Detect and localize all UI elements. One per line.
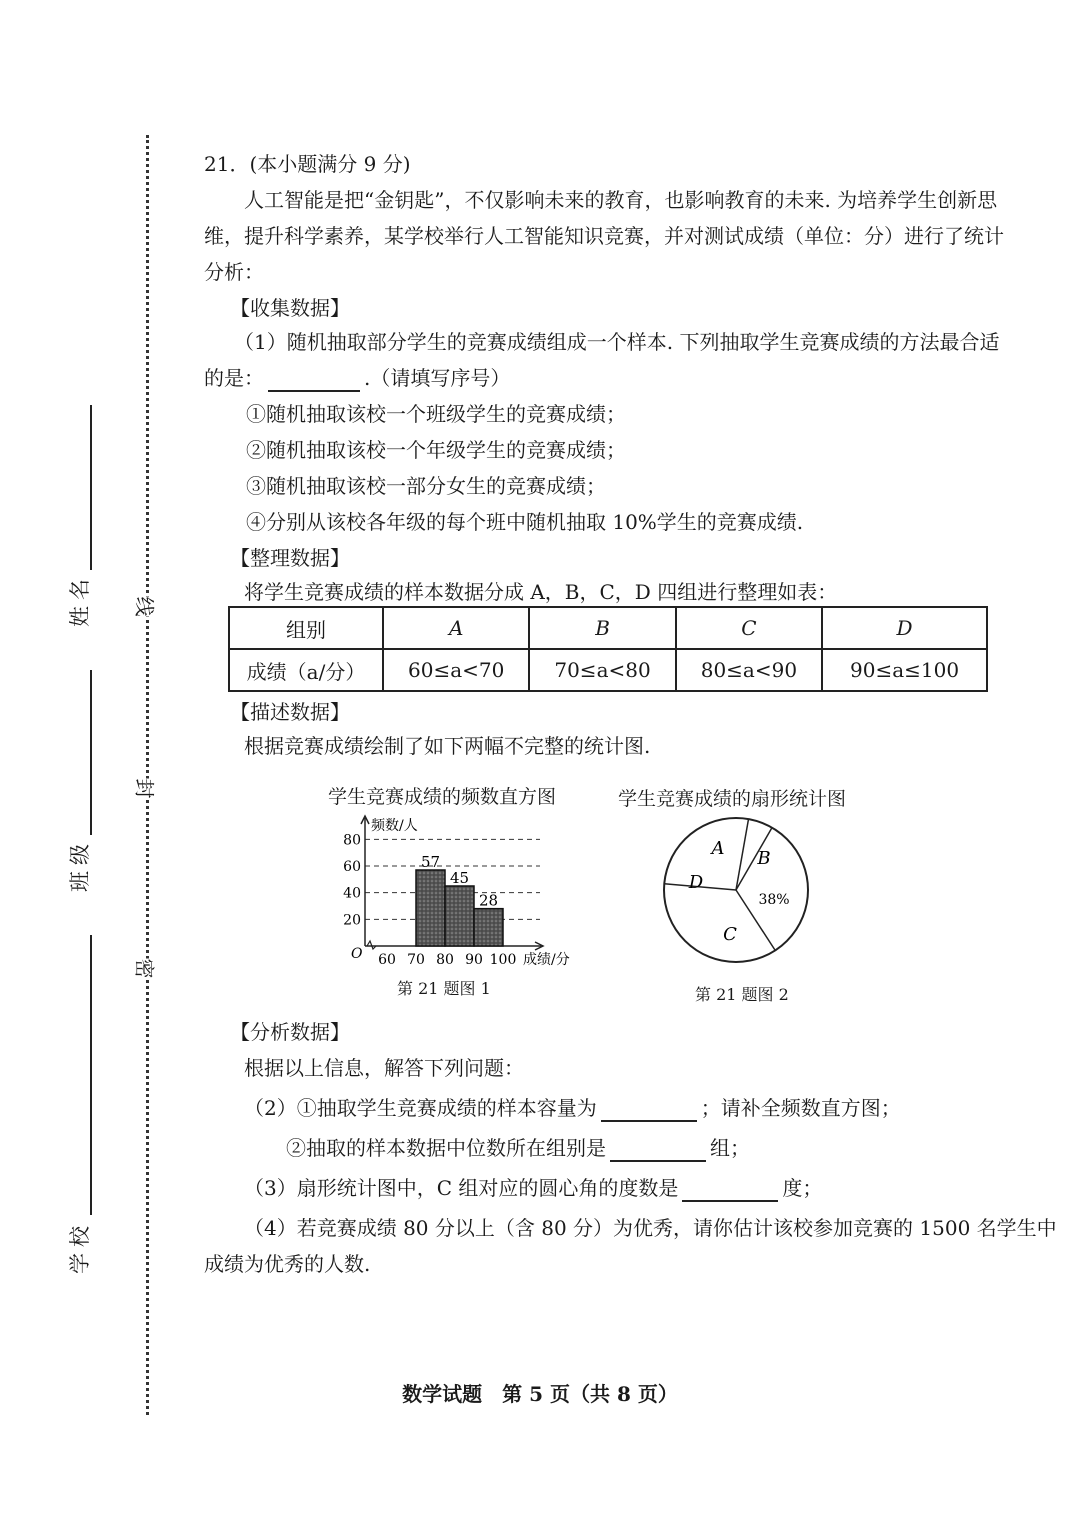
x-tick-label: 90 bbox=[465, 952, 483, 968]
intro-line-2: 维，提升科学素养，某学校举行人工智能知识竞赛，并对测试成绩（单位：分）进行了统计 bbox=[204, 224, 1004, 248]
describe-text: 根据竞赛成绩绘制了如下两幅不完整的统计图. bbox=[244, 734, 651, 758]
axis-break bbox=[367, 941, 376, 949]
name-label: 姓名 bbox=[68, 573, 92, 627]
q2-2-prefix: ②抽取的样本数据中位数所在组别是 bbox=[286, 1136, 606, 1160]
bar-data-label: 28 bbox=[478, 891, 499, 910]
x-tick-label: 100 bbox=[489, 952, 517, 968]
table-cell-group: A bbox=[383, 607, 529, 649]
table-header-score: 成绩（a/分） bbox=[229, 649, 383, 691]
table-row bbox=[229, 607, 987, 649]
q4-line-2: 成绩为优秀的人数. bbox=[204, 1252, 371, 1276]
collect-heading: 【收集数据】 bbox=[230, 296, 350, 320]
bar-data-label: 45 bbox=[449, 869, 470, 887]
pie-slice-label: C bbox=[723, 924, 737, 945]
table-cell-group: B bbox=[529, 607, 675, 649]
table-cell-group: C bbox=[676, 607, 822, 649]
q1-line-1: （1）随机抽取部分学生的竞赛成绩组成一个样本. 下列抽取学生竞赛成绩的方法最合适 bbox=[234, 330, 1000, 354]
table-cell-group: D bbox=[822, 607, 987, 649]
question-number: 21．(本小题满分 9 分) bbox=[204, 152, 411, 176]
cut-label-secret: 密 bbox=[128, 959, 165, 979]
y-tick-label: 80 bbox=[343, 832, 361, 849]
cut-label-line: 线 bbox=[128, 597, 165, 617]
table-cell-range: 70≤a<80 bbox=[529, 649, 675, 691]
q2-2-suffix: 组； bbox=[710, 1136, 750, 1160]
pie-percent-label: 38% bbox=[758, 892, 790, 908]
q3-suffix: 度； bbox=[782, 1176, 823, 1200]
q1-answer-blank[interactable] bbox=[268, 368, 360, 392]
analyze-heading: 【分析数据】 bbox=[230, 1020, 350, 1044]
histogram-bar bbox=[445, 886, 474, 946]
binding-dotted-line bbox=[146, 135, 149, 1415]
organize-heading: 【整理数据】 bbox=[230, 546, 350, 570]
q4-line-1: （4）若竞赛成绩 80 分以上（含 80 分）为优秀，请你估计该校参加竞赛的 1500 名学生中 bbox=[244, 1216, 1057, 1240]
q3-prefix: （3）扇形统计图中，C 组对应的圆心角的度数是 bbox=[244, 1176, 679, 1200]
q2-1-suffix: ；请补全频数直方图； bbox=[700, 1096, 901, 1120]
q1-prefix: 的是： bbox=[204, 366, 264, 390]
intro-line-1: 人工智能是把“金钥匙”，不仅影响未来的教育，也影响教育的未来. 为培养学生创新思 bbox=[244, 188, 998, 212]
origin-label: O bbox=[351, 946, 363, 962]
q2-1-prefix: （2）①抽取学生竞赛成绩的样本容量为 bbox=[244, 1096, 597, 1120]
x-tick-label: 70 bbox=[407, 952, 425, 968]
pie-chart bbox=[656, 810, 816, 970]
school-underline bbox=[90, 935, 92, 1215]
name-underline bbox=[90, 405, 92, 570]
y-tick-label: 40 bbox=[343, 885, 361, 902]
sample-size-blank[interactable] bbox=[601, 1098, 697, 1122]
option-1: ①随机抽取该校一个班级学生的竞赛成绩； bbox=[246, 402, 626, 426]
q1-line-2 bbox=[204, 364, 510, 392]
histogram-title: 学生竞赛成绩的频数直方图 bbox=[328, 786, 557, 808]
class-label: 班级 bbox=[68, 838, 92, 892]
table-header-group: 组别 bbox=[229, 607, 383, 649]
table-row bbox=[229, 649, 987, 691]
y-tick-label: 20 bbox=[343, 912, 361, 929]
table-cell-range: 80≤a<90 bbox=[676, 649, 822, 691]
angle-blank[interactable] bbox=[682, 1178, 778, 1202]
option-2: ②随机抽取该校一个年级学生的竞赛成绩； bbox=[246, 438, 626, 462]
y-axis-label: 频数/人 bbox=[371, 818, 418, 834]
describe-heading: 【描述数据】 bbox=[230, 700, 350, 724]
pie-slice-label: A bbox=[711, 838, 725, 859]
table-cell-range: 90≤a≤100 bbox=[822, 649, 987, 691]
histogram-bar bbox=[474, 909, 503, 946]
option-3: ③随机抽取该校一部分女生的竞赛成绩； bbox=[246, 474, 606, 498]
histogram-chart bbox=[335, 812, 595, 972]
x-tick-label: 80 bbox=[436, 952, 454, 968]
pie-slice-label: B bbox=[757, 848, 771, 869]
pie-caption: 第 21 题图 2 bbox=[695, 985, 789, 1004]
q1-suffix: .（请填写序号） bbox=[364, 366, 511, 390]
pie-slice-label: D bbox=[688, 872, 704, 893]
q2-line-1 bbox=[244, 1094, 901, 1122]
organize-text: 将学生竞赛成绩的样本数据分成 A，B，C，D 四组进行整理如表： bbox=[244, 580, 838, 604]
histogram-bar bbox=[416, 870, 445, 946]
school-label: 学校 bbox=[68, 1220, 92, 1274]
class-underline bbox=[90, 670, 92, 835]
cut-label-seal: 封 bbox=[128, 779, 165, 799]
q2-line-2 bbox=[286, 1134, 750, 1162]
option-4: ④分别从该校各年级的每个班中随机抽取 10%学生的竞赛成绩. bbox=[246, 510, 804, 534]
median-group-blank[interactable] bbox=[610, 1138, 706, 1162]
page-footer: 数学试题 第 5 页（共 8 页） bbox=[402, 1382, 678, 1406]
y-tick-label: 60 bbox=[343, 859, 361, 875]
table-cell-range: 60≤a<70 bbox=[383, 649, 529, 691]
pie-title: 学生竞赛成绩的扇形统计图 bbox=[618, 788, 847, 810]
x-tick-label: 60 bbox=[378, 952, 396, 968]
analyze-text: 根据以上信息，解答下列问题： bbox=[244, 1056, 524, 1080]
intro-line-3: 分析： bbox=[204, 260, 264, 284]
bar-data-label: 57 bbox=[420, 853, 441, 871]
q3-line bbox=[244, 1174, 822, 1202]
x-axis-label: 成绩/分 bbox=[523, 952, 570, 968]
score-group-table bbox=[228, 606, 988, 692]
histogram-caption: 第 21 题图 1 bbox=[397, 979, 491, 998]
